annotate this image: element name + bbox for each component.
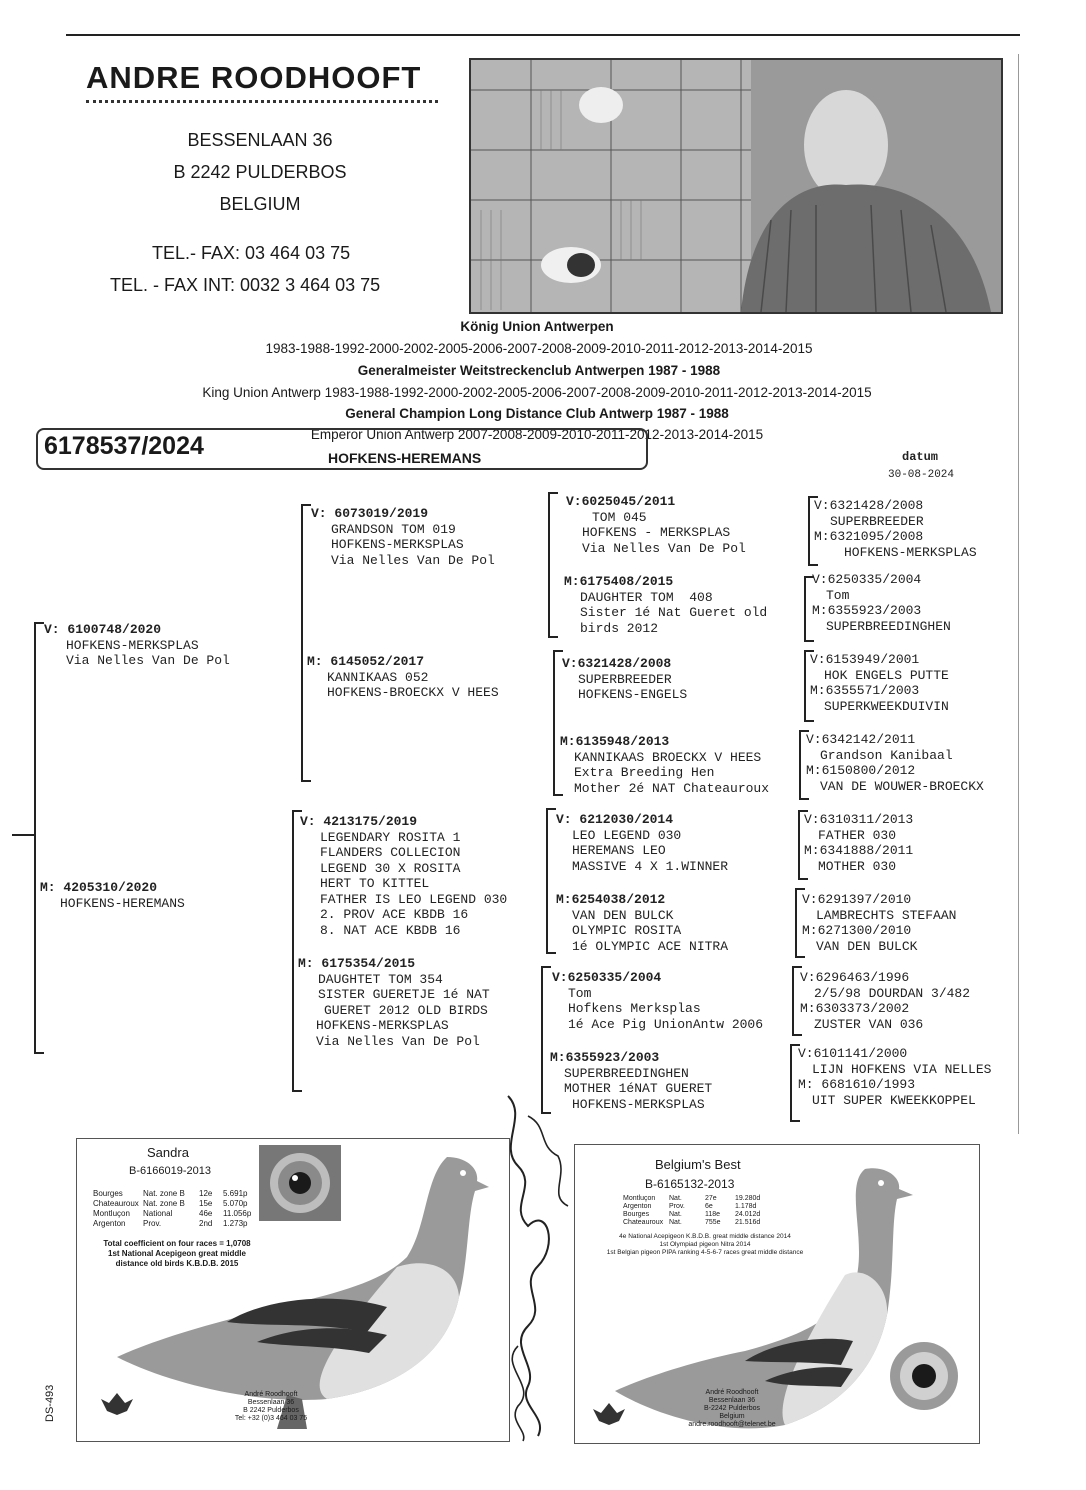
gen4-entry-4 [806,732,984,794]
result-row: Argenton Prov. 2nd 1.273p [93,1219,248,1228]
gen3-line: LEO LEGEND 030 [572,827,682,843]
gen1-sire [44,622,230,669]
gen4-dam: M:6355923/2003 [812,603,922,618]
gen3-line: Tom [568,985,592,1001]
bracket-gen3-3 [546,808,556,954]
gen3-entry-1 [566,494,746,556]
gen3-line: MOTHER 1éNAT GUERET [564,1081,713,1096]
pedigree-name: HOFKENS-HEREMANS [328,450,482,466]
page-code: DS-493 [44,1384,56,1422]
gen3-entry-5 [556,812,728,874]
gen3-line: SUPERBREEDINGHEN [564,1065,689,1081]
card-address-line: Bessenlaan 36 [708,1397,756,1404]
card-note-2: 1st National Acepigeon great middle [108,1249,246,1258]
gen3-ring: M:6254038/2012 [556,892,666,907]
card-note-1: 4e National Acepigeon K.B.D.B. great middle distance 2014 [619,1233,791,1240]
card-address-line: B-2242 Pulderbos [703,1405,761,1412]
eagle-logo-icon [591,1399,627,1429]
card-note-1: Total coefficient on four races = 1,0708 [103,1239,251,1248]
gen4-line: HOFKENS-MERKSPLAS [844,544,977,560]
gen2-line: FLANDERS COLLECION [320,845,461,860]
gen4-entry-6 [802,892,956,954]
result-row: Montluçon National 46e 11.056p [93,1209,252,1218]
gen4-entry-5 [804,812,913,874]
owner-name: ANDRE ROODHOOFT [86,60,422,95]
owner-street: BESSENLAAN 36 [187,130,333,150]
pigeon-eye-icon [889,1341,959,1411]
result-row: Bourges Nat. zone B 12e 5.691p [93,1189,248,1198]
gen2-dam-dam [298,956,490,1049]
card-address-line: André Roodhooft [705,1389,759,1396]
gen1-sire-ring: V: 6100748/2020 [44,622,162,637]
gen2-ring: V: 4213175/2019 [300,814,418,829]
title-line-1: König Union Antwerpen [460,319,614,334]
gen4-entry-2 [812,572,951,634]
gen4-sire: V:6296463/1996 [800,970,910,985]
card-ring: B-6165132-2013 [645,1177,735,1191]
pigeon-card-sandra [76,1138,510,1442]
gen4-sire: V:6153949/2001 [810,652,920,667]
gen2-line: 2. PROV ACE KBDB 16 [320,907,469,922]
title-line-5: General Champion Long Distance Club Antwerp 1987 - 1988 [345,406,729,421]
owner-city: B 2242 PULDERBOS [173,162,347,182]
gen1-dam-line: HOFKENS-HEREMANS [60,895,185,911]
gen4-dam: M:6303373/2002 [800,1001,910,1016]
gen3-entry-6 [556,892,728,954]
bracket-gen3-1 [548,492,558,638]
dotted-underline [86,100,438,103]
gen4-sire: V:6101141/2000 [798,1046,908,1061]
owner-photo [469,58,1003,314]
gen3-line: 1é Ace Pig UnionAntw 2006 [568,1016,764,1032]
pedigree-ring: 6178537/2024 [44,432,204,460]
result-row: Argenton Prov. 6e 1.178d [623,1203,757,1210]
gen3-line: MASSIVE 4 X 1.WINNER [572,858,729,874]
gen3-line: 1é OLYMPIC ACE NITRA [572,938,729,954]
gen4-entry-3 [810,652,949,714]
gen3-line: Sister 1é Nat Gueret old [580,605,768,620]
gen3-ring: M:6135948/2013 [560,734,670,749]
gen3-ring: V:6025045/2011 [566,494,676,509]
gen3-line: VAN DEN BULCK [572,907,674,923]
gen3-line: KANNIKAAS BROECKX V HEES [574,749,762,765]
gen3-line: birds 2012 [580,620,659,636]
owner-tel: TEL.- FAX: 03 464 03 75 [152,243,351,263]
gen4-line: LAMBRECHTS STEFAAN [816,907,957,923]
gen3-line: SUPERBREEDER [578,671,672,687]
result-row: Chateauroux Nat. zone B 15e 5.070p [93,1199,248,1208]
gen3-line: OLYMPIC ROSITA [572,923,682,938]
title-line-3: Generalmeister Weitstreckenclub Antwerpen 1987 - 1988 [357,363,721,378]
gen4-line: HOK ENGELS PUTTE [824,667,949,683]
gen4-dam: M: 6681610/1993 [798,1077,916,1092]
gen3-line: DAUGHTER TOM 408 [580,589,713,605]
gen3-line: TOM 045 [592,509,647,525]
gen4-line: SUPERBREEDER [830,513,924,529]
card-note-3: distance old birds K.B.D.B. 2015 [115,1259,239,1268]
gen4-sire: V:6321428/2008 [814,498,924,513]
gen2-ring: M: 6175354/2015 [298,956,416,971]
result-row: Bourges Nat. 118e 24.012d [623,1211,761,1218]
gen2-line: SISTER GUERETJE 1é NAT [318,987,490,1002]
gen4-dam: M:6271300/2010 [802,923,912,938]
title-line-6: Emperor Union Antwerp 2007-2008-2009-2010-2011-2012-2013-2014-2015 [310,427,764,442]
gen4-line: UIT SUPER KWEEKKOPPEL [812,1092,976,1108]
datum-label: datum [902,450,939,464]
card-address-line: André Roodhooft [244,1391,298,1398]
card-address [667,1389,797,1429]
card-note-2: 1st Olympiad pigeon Nitra 2014 [659,1241,751,1248]
gen2-sire-sire [311,506,495,568]
gen3-entry-4 [560,734,769,796]
gen2-line: 8. NAT ACE KBDB 16 [320,922,461,938]
gen4-entry-1 [814,498,977,560]
gen4-sire: V:6291397/2010 [802,892,912,907]
gen4-line: ZUSTER VAN 036 [814,1016,924,1032]
top-rule [66,34,1020,36]
gen4-sire: V:6250335/2004 [812,572,922,587]
gen4-dam: M:6341888/2011 [804,843,914,858]
result-row: Montluçon Nat. 27e 19.280d [623,1195,761,1202]
gen4-line: Tom [826,587,850,603]
gen4-line: VAN DEN BULCK [816,938,918,954]
result-row: Chateauroux Nat. 755e 21.516d [623,1219,761,1226]
gen3-entry-7 [552,970,763,1032]
gen3-line: HOFKENS-ENGELS [578,687,688,702]
gen2-line: GRANDSON TOM 019 [331,521,456,537]
card-note-3: 1st Belgian pigeon PIPA ranking 4-5-6-7 races great middle distance [606,1249,804,1256]
card-address-line: Belgium [719,1413,745,1420]
gen3-ring: V:6321428/2008 [562,656,672,671]
gen4-line: SUPERKWEEKDUIVIN [824,698,949,714]
gen4-line: 2/5/98 DOURDAN 3/482 [814,985,971,1001]
gen4-line: LIJN HOFKENS VIA NELLES [812,1061,992,1077]
gen1-sire-line: HOFKENS-MERKSPLAS [66,637,199,653]
owner-tel-int: TEL. - FAX INT: 0032 3 464 03 75 [110,275,381,295]
card-address [211,1391,331,1423]
gen3-ring: V:6250335/2004 [552,970,662,985]
gen4-line: VAN DE WOUWER-BROECKX [820,778,984,794]
gen4-line: FATHER 030 [818,827,897,843]
card-address-line: B 2242 Pulderbos [243,1407,299,1414]
gen4-line: Grandson Kanibaal [820,747,953,763]
gen2-line: LEGENDARY ROSITA 1 [320,829,461,845]
gen3-entry-2 [564,574,767,636]
gen4-dam: M:6150800/2012 [806,763,916,778]
pigeon-card-belgiums-best [574,1144,980,1444]
gen4-entry-8 [798,1046,991,1108]
bracket-gen2-top [301,504,311,782]
gen2-line: HOFKENS-BROECKX V HEES [327,685,499,700]
owner-country: BELGIUM [219,194,301,214]
gen3-line: Mother 2é NAT Chateauroux [574,780,770,796]
gen4-dam: M:6321095/2008 [814,529,924,544]
gen1-dam-ring: M: 4205310/2020 [40,880,158,895]
gen2-line: Via Nelles Van De Pol [331,552,495,568]
gen3-ring: M:6175408/2015 [564,574,674,589]
gen2-line: Via Nelles Van De Pol [316,1033,480,1049]
gen3-line: Via Nelles Van De Pol [582,540,746,556]
gen3-ring: M:6355923/2003 [550,1050,660,1065]
gen2-dam-sire [300,814,507,938]
gen2-line: DAUGHTET TOM 354 [318,971,443,987]
bracket-tick-root [12,834,34,836]
gen3-line: HOFKENS-MERKSPLAS [572,1096,705,1112]
gen3-line: HEREMANS LEO [572,843,666,858]
title-line-4: King Union Antwerp 1983-1988-1992-2000-2002-2005-2006-2007-2008-2009-2010-2011-2012-2013-2014-2015 [202,385,872,400]
handwritten-signature [478,1086,588,1446]
title-line-2: 1983-1988-1992-2000-2002-2005-2006-2007-2008-2009-2010-2011-2012-2013-2014-2015 [265,341,813,356]
loft-photo-illustration [471,60,1001,312]
right-rule [1018,54,1019,1134]
gen3-line: Hofkens Merksplas [568,1001,701,1016]
gen4-entry-7 [800,970,970,1032]
gen4-line: MOTHER 030 [818,858,897,874]
bracket-gen1 [34,622,44,1054]
eagle-logo-icon [99,1389,135,1419]
gen2-sire-dam [307,654,499,701]
gen2-line: LEGEND 30 X ROSITA [320,860,461,876]
gen2-line: KANNIKAAS 052 [327,669,429,685]
gen1-sire-line: Via Nelles Van De Pol [66,653,230,668]
gen2-line: FATHER IS LEO LEGEND 030 [320,891,508,907]
gen2-line: HOFKENS-MERKSPLAS [316,1018,449,1033]
gen2-line: GUERET 2012 OLD BIRDS [324,1002,488,1018]
gen4-sire: V:6342142/2011 [806,732,916,747]
gen3-ring: V: 6212030/2014 [556,812,674,827]
card-ring: B-6166019-2013 [129,1165,211,1177]
gen2-ring: M: 6145052/2017 [307,654,425,669]
gen4-sire: V:6310311/2013 [804,812,914,827]
gen3-entry-3 [562,656,687,703]
gen2-ring: V: 6073019/2019 [311,506,429,521]
gen3-line: Extra Breeding Hen [574,765,715,780]
gen2-line: HOFKENS-MERKSPLAS [331,537,464,552]
datum-value: 30-08-2024 [888,469,955,481]
gen1-dam [40,880,185,911]
card-title: Sandra [147,1145,189,1160]
gen2-line: HERT TO KITTEL [320,876,430,891]
gen4-line: SUPERBREEDINGHEN [826,618,951,634]
gen3-line: HOFKENS - MERKSPLAS [582,525,731,540]
gen4-dam: M:6355571/2003 [810,683,920,698]
card-address-line: Tel: +32 (0)3 464 03 75 [234,1415,308,1422]
card-address-line: Bessenlaan 36 [247,1399,295,1406]
card-title: Belgium's Best [655,1157,741,1172]
card-address-line: andre.roodhooft@telenet.be [688,1421,776,1428]
